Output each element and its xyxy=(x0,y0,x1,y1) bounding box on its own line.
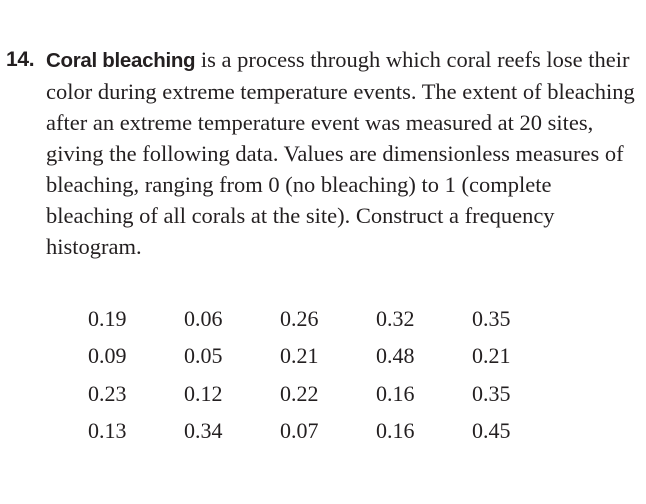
table-cell: 0.12 xyxy=(184,380,223,406)
table-cell: 0.21 xyxy=(280,343,319,369)
table-cell: 0.34 xyxy=(184,418,223,444)
table-cell: 0.16 xyxy=(376,380,415,406)
table-cell: 0.32 xyxy=(376,305,415,331)
table-cell: 0.06 xyxy=(184,305,223,331)
table-row xyxy=(88,413,568,451)
table-cell: 0.05 xyxy=(184,343,223,369)
table-cell: 0.09 xyxy=(88,343,127,369)
table-cell: 0.35 xyxy=(472,305,511,331)
table-cell: 0.19 xyxy=(88,305,127,331)
bleaching-data-table xyxy=(88,300,568,450)
table-cell: 0.48 xyxy=(376,343,415,369)
problem-text xyxy=(46,44,636,262)
table-cell: 0.23 xyxy=(88,380,127,406)
problem-body: is a process through which coral reefs lose their color during extreme temperature events. The extent of bleaching after an extreme temperature event was measured at 20 sites, giving the following data. Values are dimensionless measures of bleaching, ranging from 0 (no bleaching) to 1 (complete bleaching of all corals at the site). Construct a frequency histogram. xyxy=(46,47,635,259)
table-cell: 0.22 xyxy=(280,380,319,406)
table-row xyxy=(88,300,568,338)
problem-term: Coral bleaching xyxy=(46,49,196,72)
table-row xyxy=(88,338,568,376)
table-cell: 0.35 xyxy=(472,380,511,406)
table-cell: 0.45 xyxy=(472,418,511,444)
table-cell: 0.21 xyxy=(472,343,511,369)
problem-number: 14. xyxy=(6,48,35,71)
table-cell: 0.26 xyxy=(280,305,319,331)
table-row xyxy=(88,375,568,413)
table-cell: 0.13 xyxy=(88,418,127,444)
table-cell: 0.07 xyxy=(280,418,319,444)
table-cell: 0.16 xyxy=(376,418,415,444)
